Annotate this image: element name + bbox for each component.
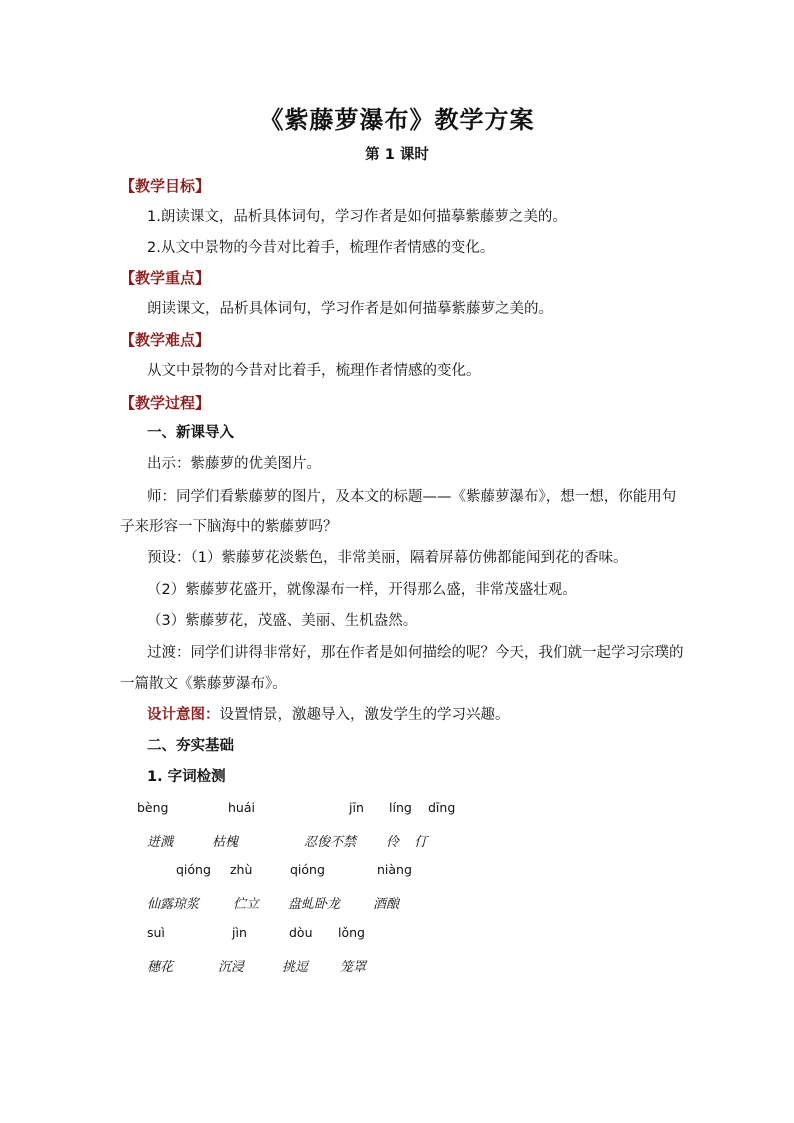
part1-heading: 一、新课导入 — [147, 425, 234, 441]
part2-heading: 二、夯实基础 — [147, 738, 234, 754]
pinyin-jin: jīn — [349, 800, 364, 815]
pinyin-zhu: zhù — [230, 862, 253, 877]
key-points-heading: 【教学重点】 — [120, 269, 211, 287]
word-chenjin: 沉浸 — [218, 960, 245, 975]
word-panqiuwolong: 盘虬卧龙 — [288, 897, 341, 912]
goal-item-2: 2.从文中景物的今昔对比着手，梳理作者情感的变化。 — [147, 240, 495, 256]
pinyin-niang: niàng — [377, 862, 412, 877]
lesson-number: 第 1 课时 — [365, 147, 429, 163]
pinyin-jin-2: jìn — [232, 925, 247, 940]
preset-answer-1: 预设：（1）紫藤萝花淡紫色，非常美丽，隔着屏幕仿佛都能闻到花的香味。 — [147, 550, 628, 566]
difficulties-text: 从文中景物的今昔对比着手，梳理作者情感的变化。 — [147, 363, 481, 379]
show-pictures-text: 出示：紫藤萝的优美图片。 — [147, 456, 321, 472]
design-intent-text: 设置情景，激趣导入，激发学生的学习兴趣。 — [219, 707, 510, 723]
transition-line-2: 一篇散文《紫藤萝瀑布》。 — [120, 676, 287, 692]
pinyin-long: lǒng — [338, 925, 365, 940]
pinyin-beng: bèng — [137, 800, 169, 815]
pinyin-qiong-2: qióng — [290, 862, 325, 877]
goals-heading: 【教学目标】 — [120, 177, 211, 195]
word-longzhao: 笼罩 — [340, 960, 367, 975]
document-title: 《紫藤萝瀑布》教学方案 — [259, 106, 535, 134]
preset-answer-3: （3）紫藤萝花，茂盛、美丽、生机盎然。 — [147, 613, 418, 629]
word-kuhuai: 枯槐 — [212, 835, 239, 850]
transition-line-1: 过渡：同学们讲得非常好，那在作者是如何描绘的呢？今天，我们就一起学习宗璞的 — [147, 645, 684, 661]
word-xianluqiongjiang: 仙露琼浆 — [147, 897, 200, 912]
preset-answer-2: （2）紫藤萝花盛开，就像瀑布一样，开得那么盛，非常茂盛壮观。 — [147, 582, 577, 598]
pinyin-ding: dīng — [428, 800, 456, 815]
difficulties-heading: 【教学难点】 — [120, 331, 211, 349]
word-bengjian: 迸溅 — [147, 835, 174, 850]
teacher-question-line-2: 子来形容一下脑海中的紫藤萝吗？ — [120, 519, 338, 535]
goal-item-1: 1.朗读课文，品析具体词句，学习作者是如何描摹紫藤萝之美的。 — [147, 209, 567, 225]
word-zhuli: 伫立 — [233, 897, 260, 912]
word-ding: 仃 — [414, 835, 428, 850]
process-heading: 【教学过程】 — [120, 394, 211, 412]
pinyin-qiong: qióng — [176, 862, 211, 877]
teacher-question-line-1: 师：同学们看紫藤萝的图片，及本文的标题——《紫藤萝瀑布》，想一想，你能用句 — [147, 489, 677, 505]
word-renjunbujin: 忍俊不禁 — [304, 835, 357, 850]
word-tiaodou: 挑逗 — [282, 960, 309, 975]
pinyin-huai: huái — [228, 800, 255, 815]
key-points-text: 朗读课文，品析具体词句，学习作者是如何描摹紫藤萝之美的。 — [147, 301, 553, 317]
design-intent-label: 设计意图： — [147, 707, 220, 723]
pinyin-ling: líng — [389, 800, 412, 815]
word-check-heading: 1. 字词检测 — [147, 769, 226, 785]
word-suihua: 穗花 — [147, 960, 174, 975]
word-ling: 伶 — [386, 835, 400, 850]
design-intent — [147, 705, 510, 725]
pinyin-dou: dòu — [289, 925, 313, 940]
pinyin-sui: suì — [147, 925, 165, 940]
word-jiuniang: 酒酿 — [373, 897, 400, 912]
